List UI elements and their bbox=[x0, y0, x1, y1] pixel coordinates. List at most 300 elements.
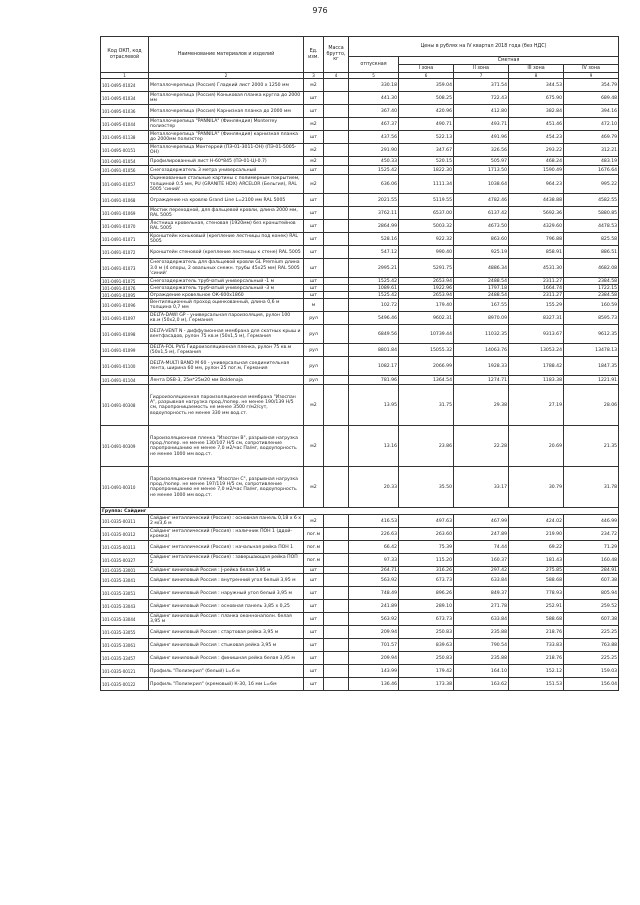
table-row bbox=[101, 207, 619, 220]
zone-1-price: 5119.55 bbox=[399, 194, 454, 207]
item-name: Металлочерепица (Россия) Карнизная планка до 2000 мм bbox=[149, 105, 304, 118]
header-zone-2: II зона bbox=[454, 65, 509, 73]
item-unit: шт bbox=[304, 639, 324, 652]
zone-2-price: 4782.46 bbox=[454, 194, 509, 207]
table-row bbox=[101, 166, 619, 175]
zone-2-price: 1797.18 bbox=[454, 285, 509, 292]
release-price: 136.46 bbox=[349, 678, 399, 691]
zone-3-price: 152.12 bbox=[509, 665, 564, 678]
zone-2-price: 160.37 bbox=[454, 554, 509, 567]
item-code: 101-0491-01095 bbox=[101, 292, 149, 299]
table-row bbox=[101, 292, 619, 299]
header-zone-1: I зона bbox=[399, 65, 454, 73]
column-number: 2 bbox=[149, 73, 304, 79]
zone-3-price: 1664.74 bbox=[509, 285, 564, 292]
header-code: Код ОКП, код отраслевой bbox=[101, 37, 149, 73]
item-mass bbox=[324, 567, 349, 574]
zone-3-price: 2311.27 bbox=[509, 292, 564, 299]
zone-1-price: 420.96 bbox=[399, 105, 454, 118]
zone-1-price: 15055.32 bbox=[399, 344, 454, 357]
item-name: DELTA-VENT N - диффузионная мембрана для скатных крыш и вентфасадов, рулон 75 кв.м (50х1,5 м), Германия bbox=[149, 325, 304, 344]
table-row bbox=[101, 118, 619, 131]
column-number: 4 bbox=[324, 73, 349, 79]
item-name: Сайдинг виниловый Россия : основная панель 3,85 х 0,25 bbox=[149, 600, 304, 613]
item-code: 101-0495-01034 bbox=[101, 92, 149, 105]
table-body bbox=[101, 79, 619, 691]
release-price: 528.16 bbox=[349, 233, 399, 246]
zone-1-price: 23.86 bbox=[399, 426, 454, 467]
zone-3-price: 4329.60 bbox=[509, 220, 564, 233]
zone-3-price: 468.24 bbox=[509, 157, 564, 166]
item-name: Сайдинг металлический (Россия) : начальная рейка ПОН 1 bbox=[149, 541, 304, 554]
zone-3-price: 964.23 bbox=[509, 175, 564, 194]
item-code: 101-0335-33044 bbox=[101, 613, 149, 626]
release-price: 547.12 bbox=[349, 246, 399, 259]
zone-4-price: 160.59 bbox=[564, 299, 619, 312]
release-price: 416.53 bbox=[349, 515, 399, 528]
zone-4-price: 995.22 bbox=[564, 175, 619, 194]
item-code: 101-0491-01096 bbox=[101, 299, 149, 312]
zone-3-price: 69.22 bbox=[509, 541, 564, 554]
item-name: Металлочерепица "PANNILA" (Финляндия) карнизная планка до 2000мм полиэстер bbox=[149, 131, 304, 144]
item-name: Сайдинг металлический (Россия) : завершающая рейка ПОП 2 bbox=[149, 554, 304, 567]
zone-3-price: 219.90 bbox=[509, 528, 564, 541]
zone-1-price: 2653.94 bbox=[399, 292, 454, 299]
zone-2-price: 4886.34 bbox=[454, 259, 509, 278]
item-code: 101-0495-01138 bbox=[101, 131, 149, 144]
release-price: 781.96 bbox=[349, 376, 399, 385]
item-code: 101-0491-01068 bbox=[101, 194, 149, 207]
zone-2-price: 33.17 bbox=[454, 467, 509, 508]
page-number: 976 bbox=[312, 6, 328, 15]
zone-4-price: 472.10 bbox=[564, 118, 619, 131]
release-price: 636.06 bbox=[349, 175, 399, 194]
item-name: Вентиляционный проход оцинкованный, длина 0,6 м толщина 0,7 мм bbox=[149, 299, 304, 312]
release-price: 330.18 bbox=[349, 79, 399, 92]
item-mass bbox=[324, 385, 349, 426]
item-mass bbox=[324, 79, 349, 92]
zone-2-price: 1928.33 bbox=[454, 357, 509, 376]
table-row bbox=[101, 652, 619, 665]
zone-1-price: 250.83 bbox=[399, 626, 454, 639]
zone-1-price: 250.83 bbox=[399, 652, 454, 665]
table-row bbox=[101, 233, 619, 246]
zone-3-price: 454.23 bbox=[509, 131, 564, 144]
release-price: 450.33 bbox=[349, 157, 399, 166]
zone-3-price: 778.93 bbox=[509, 587, 564, 600]
zone-4-price: 159.03 bbox=[564, 665, 619, 678]
item-code: 101-0491-01098 bbox=[101, 325, 149, 344]
zone-1-price: 75.39 bbox=[399, 541, 454, 554]
zone-1-price: 179.40 bbox=[399, 299, 454, 312]
release-price: 13.16 bbox=[349, 426, 399, 467]
column-number: 8 bbox=[509, 73, 564, 79]
item-name: Сайдинг виниловый Россия : J-рейка белая 3,95 м bbox=[149, 567, 304, 574]
item-unit: шт bbox=[304, 567, 324, 574]
zone-2-price: 467.99 bbox=[454, 515, 509, 528]
item-mass bbox=[324, 144, 349, 157]
zone-4-price: 446.99 bbox=[564, 515, 619, 528]
item-mass bbox=[324, 105, 349, 118]
release-price: 1525.42 bbox=[349, 166, 399, 175]
item-name: DELTA-MULTI BAND M 60 - универсальная соединительная лента, ширина 60 мм, рулон 25 пог.м, Германия bbox=[149, 357, 304, 376]
zone-1-price: 1822.30 bbox=[399, 166, 454, 175]
item-unit: шт bbox=[304, 613, 324, 626]
item-mass bbox=[324, 278, 349, 285]
column-number: 3 bbox=[304, 73, 324, 79]
item-code: 101-0491-01056 bbox=[101, 166, 149, 175]
zone-1-price: 1364.54 bbox=[399, 376, 454, 385]
release-price: 8801.84 bbox=[349, 344, 399, 357]
item-code: 101-0335-33001 bbox=[101, 567, 149, 574]
item-name: Сайдинг виниловый Россия : стартовая рейка 3,95 м bbox=[149, 626, 304, 639]
zone-4-price: 1676.64 bbox=[564, 166, 619, 175]
zone-2-price: 164.10 bbox=[454, 665, 509, 678]
zone-2-price: 1274.71 bbox=[454, 376, 509, 385]
item-code: 101-0335-33457 bbox=[101, 652, 149, 665]
zone-2-price: 1038.64 bbox=[454, 175, 509, 194]
release-price: 13.95 bbox=[349, 385, 399, 426]
zone-3-price: 1590.49 bbox=[509, 166, 564, 175]
item-mass bbox=[324, 220, 349, 233]
item-code: 101-0491-01054 bbox=[101, 157, 149, 166]
item-code: 101-0335-00122 bbox=[101, 678, 149, 691]
zone-1-price: 522.13 bbox=[399, 131, 454, 144]
item-code: 101-0335-33055 bbox=[101, 626, 149, 639]
item-code: 101-0491-00308 bbox=[101, 385, 149, 426]
item-mass bbox=[324, 652, 349, 665]
item-name: Сайдинг виниловый Россия : планка оконнонаполн. белая 3,95 м bbox=[149, 613, 304, 626]
item-unit: шт bbox=[304, 600, 324, 613]
item-unit: м2 bbox=[304, 118, 324, 131]
zone-4-price: 607.38 bbox=[564, 613, 619, 626]
item-unit: рул bbox=[304, 344, 324, 357]
item-code: 101-0335-00313 bbox=[101, 541, 149, 554]
item-code: 101-0491-01097 bbox=[101, 312, 149, 325]
item-code: 101-0495-00151 bbox=[101, 144, 149, 157]
zone-3-price: 382.84 bbox=[509, 105, 564, 118]
table-row bbox=[101, 554, 619, 567]
zone-3-price: 181.43 bbox=[509, 554, 564, 567]
zone-1-price: 173.38 bbox=[399, 678, 454, 691]
header-estimate-price: Сметная bbox=[399, 57, 619, 65]
zone-4-price: 2384.58 bbox=[564, 292, 619, 299]
zone-3-price: 275.85 bbox=[509, 567, 564, 574]
item-unit: шт bbox=[304, 665, 324, 678]
zone-2-price: 790.54 bbox=[454, 639, 509, 652]
release-price: 20.33 bbox=[349, 467, 399, 508]
release-price: 563.92 bbox=[349, 574, 399, 587]
item-code: 101-0491-01104 bbox=[101, 376, 149, 385]
release-price: 1525.42 bbox=[349, 292, 399, 299]
zone-4-price: 8595.73 bbox=[564, 312, 619, 325]
item-code: 101-0491-01099 bbox=[101, 344, 149, 357]
table-row bbox=[101, 299, 619, 312]
release-price: 437.56 bbox=[349, 131, 399, 144]
item-code: 101-0335-00312 bbox=[101, 528, 149, 541]
item-mass bbox=[324, 285, 349, 292]
zone-2-price: 163.62 bbox=[454, 678, 509, 691]
table-row bbox=[101, 567, 619, 574]
column-number: 1 bbox=[101, 73, 149, 79]
item-mass bbox=[324, 541, 349, 554]
item-name: Профиль "Полиэкрил" (белый) L=6 м bbox=[149, 665, 304, 678]
release-price: 367.40 bbox=[349, 105, 399, 118]
zone-3-price: 858.91 bbox=[509, 246, 564, 259]
zone-2-price: 2488.54 bbox=[454, 278, 509, 285]
zone-4-price: 259.52 bbox=[564, 600, 619, 613]
header-zone-4: IV зона bbox=[564, 65, 619, 73]
release-price: 1089.61 bbox=[349, 285, 399, 292]
zone-1-price: 520.15 bbox=[399, 157, 454, 166]
item-mass bbox=[324, 92, 349, 105]
zone-2-price: 4673.50 bbox=[454, 220, 509, 233]
zone-3-price: 1788.42 bbox=[509, 357, 564, 376]
item-code: 101-0491-01073 bbox=[101, 259, 149, 278]
release-price: 1082.17 bbox=[349, 357, 399, 376]
item-name: Снегозадержатель трубчатый универсальный -1 м bbox=[149, 278, 304, 285]
release-price: 226.63 bbox=[349, 528, 399, 541]
zone-3-price: 5692.36 bbox=[509, 207, 564, 220]
item-mass bbox=[324, 157, 349, 166]
release-price: 701.57 bbox=[349, 639, 399, 652]
zone-3-price: 155.29 bbox=[509, 299, 564, 312]
zone-3-price: 796.88 bbox=[509, 233, 564, 246]
item-name: Сайдинг металлический (Россия) : основная панель 0,18 х 6 х 2 м/3,6 м bbox=[149, 515, 304, 528]
zone-2-price: 633.84 bbox=[454, 613, 509, 626]
zone-4-price: 4478.53 bbox=[564, 220, 619, 233]
zone-3-price: 8327.31 bbox=[509, 312, 564, 325]
item-name: Профилированный лист Н-60*845 (ПЭ-01-ЦI-0.7) bbox=[149, 157, 304, 166]
item-mass bbox=[324, 357, 349, 376]
item-name: Сайдинг виниловый Россия : внутренний угол белый 3,95 м bbox=[149, 574, 304, 587]
zone-3-price: 4531.30 bbox=[509, 259, 564, 278]
table-row bbox=[101, 194, 619, 207]
item-unit: шт bbox=[304, 285, 324, 292]
item-code: 101-0491-01076 bbox=[101, 285, 149, 292]
item-unit: пог.м bbox=[304, 541, 324, 554]
zone-2-price: 247.89 bbox=[454, 528, 509, 541]
zone-2-price: 491.96 bbox=[454, 131, 509, 144]
item-name: DELTA-FOL PVG Гидроизоляционная пленка, рулон 75 кв.м (50х1,5 м), Германия bbox=[149, 344, 304, 357]
item-name: Сайдинг виниловый Россия : стыковая рейка 3,95 м bbox=[149, 639, 304, 652]
table-row bbox=[101, 220, 619, 233]
item-mass bbox=[324, 574, 349, 587]
item-mass bbox=[324, 665, 349, 678]
item-name: Профиль "Полиэкрил" (кремовый) К-30, 16 мм L=6м bbox=[149, 678, 304, 691]
zone-1-price: 115.20 bbox=[399, 554, 454, 567]
item-unit: рул bbox=[304, 357, 324, 376]
zone-3-price: 1183.38 bbox=[509, 376, 564, 385]
table-row bbox=[101, 285, 619, 292]
item-name: Ограждение на кровлю Grand Line L=2100 мм RAL 5005 bbox=[149, 194, 304, 207]
column-number: 9 bbox=[564, 73, 619, 79]
item-unit: шт bbox=[304, 194, 324, 207]
zone-2-price: 297.42 bbox=[454, 567, 509, 574]
item-unit: м2 bbox=[304, 426, 324, 467]
zone-4-price: 607.38 bbox=[564, 574, 619, 587]
zone-4-price: 312.21 bbox=[564, 144, 619, 157]
release-price: 66.42 bbox=[349, 541, 399, 554]
zone-4-price: 483.19 bbox=[564, 157, 619, 166]
zone-1-price: 5291.75 bbox=[399, 259, 454, 278]
zone-3-price: 293.22 bbox=[509, 144, 564, 157]
zone-1-price: 922.32 bbox=[399, 233, 454, 246]
item-name: Ограждение кровельное ОК-600х1860 bbox=[149, 292, 304, 299]
release-price: 2021.55 bbox=[349, 194, 399, 207]
table-row bbox=[101, 613, 619, 626]
item-mass bbox=[324, 639, 349, 652]
zone-4-price: 394.16 bbox=[564, 105, 619, 118]
zone-1-price: 5003.32 bbox=[399, 220, 454, 233]
table-row bbox=[101, 144, 619, 157]
item-mass bbox=[324, 246, 349, 259]
item-mass bbox=[324, 678, 349, 691]
item-mass bbox=[324, 344, 349, 357]
table-header bbox=[101, 37, 619, 79]
release-price: 102.72 bbox=[349, 299, 399, 312]
table-row bbox=[101, 467, 619, 508]
item-unit: м2 bbox=[304, 515, 324, 528]
zone-2-price: 29.38 bbox=[454, 385, 509, 426]
table-row bbox=[101, 175, 619, 194]
release-price: 291.90 bbox=[349, 144, 399, 157]
release-price: 1525.42 bbox=[349, 278, 399, 285]
table-row bbox=[101, 312, 619, 325]
zone-1-price: 35.50 bbox=[399, 467, 454, 508]
zone-4-price: 5880.85 bbox=[564, 207, 619, 220]
item-code: 101-0491-01071 bbox=[101, 233, 149, 246]
release-price: 563.92 bbox=[349, 613, 399, 626]
zone-3-price: 424.02 bbox=[509, 515, 564, 528]
header-unit: Ед. изм. bbox=[304, 37, 324, 73]
zone-1-price: 508.25 bbox=[399, 92, 454, 105]
item-unit: шт bbox=[304, 207, 324, 220]
item-mass bbox=[324, 528, 349, 541]
item-code: 101-0335-00327 bbox=[101, 554, 149, 567]
item-code: 101-0491-00310 bbox=[101, 467, 149, 508]
zone-4-price: 13478.13 bbox=[564, 344, 619, 357]
header-price-group: Цены в рублях на IV квартал 2018 года (без НДС) bbox=[349, 37, 619, 57]
table-row bbox=[101, 600, 619, 613]
item-unit: шт bbox=[304, 587, 324, 600]
zone-4-price: 1847.35 bbox=[564, 357, 619, 376]
item-code: 101-0335-33051 bbox=[101, 587, 149, 600]
release-price: 241.89 bbox=[349, 600, 399, 613]
zone-2-price: 2488.54 bbox=[454, 292, 509, 299]
zone-1-price: 289.10 bbox=[399, 600, 454, 613]
zone-2-price: 925.19 bbox=[454, 246, 509, 259]
item-mass bbox=[324, 233, 349, 246]
item-name: Пароизоляционная пленка "Изоспан С", разрывная нагрузка прод./попер. не менее 197/119 Н/5 см, сопротивление паропроницанию не менее 7,0 м2/час Па/мг, водоупорность не менее 1000 мм вод.ст. bbox=[149, 467, 304, 508]
table-row bbox=[101, 678, 619, 691]
zone-4-price: 160.48 bbox=[564, 554, 619, 567]
item-unit: шт bbox=[304, 233, 324, 246]
group-row bbox=[101, 508, 619, 515]
table-row bbox=[101, 325, 619, 344]
item-mass bbox=[324, 175, 349, 194]
zone-2-price: 235.88 bbox=[454, 652, 509, 665]
table-row bbox=[101, 344, 619, 357]
item-mass bbox=[324, 325, 349, 344]
item-mass bbox=[324, 312, 349, 325]
release-price: 264.71 bbox=[349, 567, 399, 574]
item-unit: шт bbox=[304, 292, 324, 299]
item-name: Снегозадержатель для фальцевой кровли GL Premium длина 3.0 м (4 опоры, 2 овальных снежн. трубы 45x25 мм) RAL 5005 'синий' bbox=[149, 259, 304, 278]
zone-3-price: 588.68 bbox=[509, 574, 564, 587]
zone-1-price: 347.67 bbox=[399, 144, 454, 157]
item-name: Снегозадержатель 3 метра универсальный bbox=[149, 166, 304, 175]
zone-1-price: 359.04 bbox=[399, 79, 454, 92]
item-mass bbox=[324, 554, 349, 567]
zone-4-price: 1221.91 bbox=[564, 376, 619, 385]
item-code: 101-0495-01036 bbox=[101, 105, 149, 118]
item-code: 101-0495-01024 bbox=[101, 79, 149, 92]
zone-1-price: 316.26 bbox=[399, 567, 454, 574]
table-row bbox=[101, 92, 619, 105]
table-row bbox=[101, 376, 619, 385]
release-price: 6849.56 bbox=[349, 325, 399, 344]
zone-2-price: 412.80 bbox=[454, 105, 509, 118]
item-mass bbox=[324, 166, 349, 175]
zone-4-price: 2384.58 bbox=[564, 278, 619, 285]
table-row bbox=[101, 278, 619, 285]
zone-4-price: 689.48 bbox=[564, 92, 619, 105]
item-code: 101-0335-33043 bbox=[101, 600, 149, 613]
item-mass bbox=[324, 194, 349, 207]
table-row bbox=[101, 639, 619, 652]
table-row bbox=[101, 665, 619, 678]
release-price: 2995.21 bbox=[349, 259, 399, 278]
zone-3-price: 9313.67 bbox=[509, 325, 564, 344]
item-name: Металлочерепица "PANNILA" (Финляндия) Monterrey полиэстер bbox=[149, 118, 304, 131]
zone-1-price: 990.40 bbox=[399, 246, 454, 259]
zone-3-price: 27.19 bbox=[509, 385, 564, 426]
zone-1-price: 673.73 bbox=[399, 613, 454, 626]
item-name: Оцинкованные стальные картины с полимерным покрытием, толщиной 0.5 мм, PU (GRANITE HDX) ARCELOR (Бельгия), RAL 5005 'синий' bbox=[149, 175, 304, 194]
item-unit: шт bbox=[304, 574, 324, 587]
zone-2-price: 74.44 bbox=[454, 541, 509, 554]
table-row bbox=[101, 528, 619, 541]
zone-2-price: 1713.50 bbox=[454, 166, 509, 175]
zone-1-price: 839.63 bbox=[399, 639, 454, 652]
table-row bbox=[101, 105, 619, 118]
table-row bbox=[101, 541, 619, 554]
item-unit: шт bbox=[304, 166, 324, 175]
item-name: Лестница кровельная, стеновая (1920мм) без кронштейнов RAL 5005 bbox=[149, 220, 304, 233]
release-price: 209.94 bbox=[349, 626, 399, 639]
item-name: Металлочерепица (Россия) Коньковая планка кругла до 2000 мм bbox=[149, 92, 304, 105]
table-row bbox=[101, 131, 619, 144]
zone-3-price: 20.69 bbox=[509, 426, 564, 467]
zone-3-price: 151.53 bbox=[509, 678, 564, 691]
zone-2-price: 8970.09 bbox=[454, 312, 509, 325]
item-code: 101-0335-00311 bbox=[101, 515, 149, 528]
group-title: Группа: Сайдинг bbox=[101, 508, 619, 515]
zone-3-price: 344.53 bbox=[509, 79, 564, 92]
table-row bbox=[101, 157, 619, 166]
item-name: Гидроизоляционная пароизоляционная мембрана "Изоспан А", разрывная нагрузка прод./попер. не менее 190/139 Н/5 см, паропроницаемость не менее 3500 г/м2/сут, водоупорность не менее 330 мм вод.ст. bbox=[149, 385, 304, 426]
table-row bbox=[101, 385, 619, 426]
item-unit: рул bbox=[304, 376, 324, 385]
item-unit: шт bbox=[304, 626, 324, 639]
item-unit: шт bbox=[304, 220, 324, 233]
zone-4-price: 156.04 bbox=[564, 678, 619, 691]
zone-2-price: 11032.35 bbox=[454, 325, 509, 344]
zone-3-price: 13053.24 bbox=[509, 344, 564, 357]
item-mass bbox=[324, 467, 349, 508]
item-code: 101-0491-01070 bbox=[101, 220, 149, 233]
